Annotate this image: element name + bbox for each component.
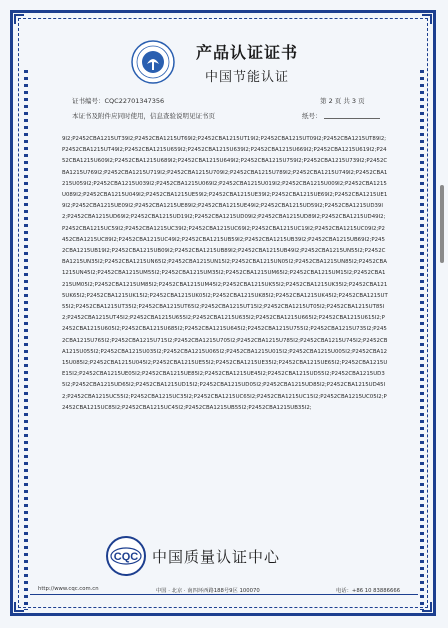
right-border-pattern bbox=[420, 70, 424, 610]
corner-ornament bbox=[14, 602, 24, 612]
certificate-number: 证书编号：CQC22701347356 bbox=[72, 97, 165, 105]
page-indicator: 第 2 页 共 3 页 bbox=[320, 97, 365, 105]
footer-telephone: 电话：+86 10 83886666 bbox=[336, 588, 401, 594]
vertical-scrollbar[interactable] bbox=[440, 185, 444, 263]
corner-ornament bbox=[14, 14, 24, 24]
certificate-subtitle: 中国节能认证 bbox=[205, 70, 290, 85]
cecp-energy-saving-seal-icon bbox=[131, 40, 175, 84]
certificate-title: 产品认证证书 bbox=[196, 43, 299, 62]
model-list-text: 9I2;P2452CBA1215UT39I2;P2452CBA1215UT69I2;P2452CBA1215UT19I2;P2452CBA1215UT09I2;P2452CBA1215UT89I2;P2452CBA1215UT49I2;P2452CBA1215U659I2;P2452CBA1215U639I2;P2452CBA1215U669I2;P2452CBA1215U619I2;P2452CBA1215U609I2;P2452CBA1215U689I2;P2452CBA1215U649I2;P2452CBA1215U759I2;P2452CBA1215U739I2;P2452CBA1215U769I2;P2452CBA1215U719I2;P2452CBA1215U709I2;P2452CBA1215U789I2;P2452CBA1215U749I2;P2452CBA1215U059I2;P2452CBA1215U039I2;P2452CBA1215U069I2;P2452CBA1215U019I2;P2452CBA1215U009I2;P2452CBA1215U089I2;P2452CBA1215U049I2;P2452CBA1215UE59I2;P2452CBA1215UE39I2;P2452CBA1215UE69I2;P2452CBA1215UE19I2;P2452CBA1215UE09I2;P2452CBA1215UE89I2;P2452CBA1215UE49I2;P2452CBA1215UD59I2;P2452CBA1215UD39I2;P2452CBA1215UD69I2;P2452CBA1215UD19I2;P2452CBA1215UD09I2;P2452CBA1215UD89I2;P2452CBA1215UD49I2;P2452CBA1215UC59I2;P2452CBA1215UC39I2;P2452CBA1215UC69I2;P2452CBA1215UC19I2;P2452CBA1215UC09I2;P2452CBA1215UC89I2;P2452CBA1215UC49I2;P2452CBA1215UB59I2;P2452CBA1215UB39I2;P2452CBA1215UB69I2;P2452CBA1215UB19I2;P2452CBA1215UB09I2;P2452CBA1215UB89I2;P2452CBA1215UB49I2;P2452CBA1215UN55I2;P2452CBA1215UN35I2;P2452CBA1215UN65I2;P2452CBA1215UN15I2;P2452CBA1215UN05I2;P2452CBA1215UN85I2;P2452CBA1215UN45I2;P2452CBA1215UM55I2;P2452CBA1215UM35I2;P2452CBA1215UM65I2;P2452CBA1215UM15I2;P2452CBA1215UM05I2;P2452CBA1215UM85I2;P2452CBA1215UM45I2;P2452CBA1215UK55I2;P2452CBA1215UK35I2;P2452CBA1215UK65I2;P2452CBA1215UK15I2;P2452CBA1215UK05I2;P2452CBA1215UK85I2;P2452CBA1215UK45I2;P2452CBA1215UT55I2;P2452CBA1215UT35I2;P2452CBA1215UT65I2;P2452CBA1215UT15I2;P2452CBA1215UT05I2;P2452CBA1215UT85I2;P2452CBA1215UT45I2;P2452CBA1215U655I2;P2452CBA1215U635I2;P2452CBA1215U665I2;P2452CBA1215U615I2;P2452CBA1215U605I2;P2452CBA1215U685I2;P2452CBA1215U645I2;P2452CBA1215U755I2;P2452CBA1215U735I2;P2452CBA1215U765I2;P2452CBA1215U715I2;P2452CBA1215U705I2;P2452CBA1215U785I2;P2452CBA1215U745I2;P2452CBA1215U055I2;P2452CBA1215U035I2;P2452CBA1215U065I2;P2452CBA1215U015I2;P2452CBA1215U005I2;P2452CBA1215U085I2;P2452CBA1215U045I2;P2452CBA1215UE55I2;P2452CBA1215UE35I2;P2452CBA1215UE65I2;P2452CBA1215UE15I2;P2452CBA1215UE05I2;P2452CBA1215UE85I2;P2452CBA1215UE45I2;P2452CBA1215UD55I2;P2452CBA1215UD35I2;P2452CBA1215UD65I2;P2452CBA1215UD15I2;P2452CBA1215UD05I2;P2452CBA1215UD85I2;P2452CBA1215UD45I2;P2452CBA1215UC55I2;P2452CBA1215UC35I2;P2452CBA1215UC65I2;P2452CBA1215UC15I2;P2452CBA1215UC05I2;P2452CBA1215UC85I2;P2452CBA1215UC45I2;P2452CBA1215UB55I2;P2452CBA1215UB35I2; bbox=[62, 136, 388, 411]
cqc-logo-text: CQC bbox=[113, 551, 139, 563]
paper-number-label: 纸号： bbox=[302, 112, 322, 120]
footer-address: 中国 · 北京 · 南四环西路188号9区 100070 bbox=[156, 588, 260, 594]
corner-ornament bbox=[422, 14, 432, 24]
footer-divider bbox=[30, 594, 418, 595]
issuing-organization: 中国质量认证中心 bbox=[152, 548, 281, 566]
cqc-logo-icon bbox=[106, 536, 146, 576]
usage-notice: 本证书及附件应同时使用，信息查验说明见证书页 bbox=[72, 112, 215, 120]
paper-number-line bbox=[324, 118, 380, 119]
left-border-pattern bbox=[24, 70, 28, 610]
footer-website-link[interactable]: http://www.cqc.com.cn bbox=[38, 586, 99, 592]
